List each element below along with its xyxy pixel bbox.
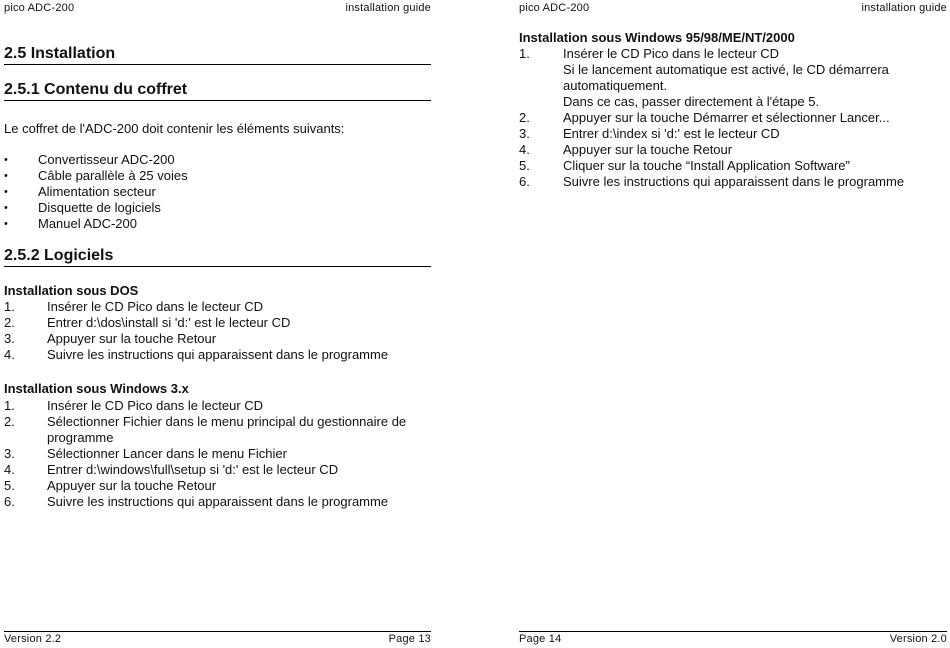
- header-doc-title: installation guide: [861, 2, 947, 14]
- step-number: 6.: [519, 174, 530, 189]
- step-item: [4, 331, 431, 347]
- list-item: [4, 152, 188, 168]
- step-item: [519, 158, 947, 174]
- step-number: 4.: [519, 142, 530, 157]
- step-text: Entrer d:\windows\full\setup si 'd:' est le lecteur CD: [47, 462, 339, 477]
- step-number: 4.: [4, 462, 15, 477]
- win95-install-title: Installation sous Windows 95/98/ME/NT/2000: [519, 30, 795, 45]
- step-text: [4, 414, 431, 446]
- step-text: Entrer d:\dos\install si 'd:' est le lecteur CD: [47, 315, 291, 330]
- step-number: 6.: [4, 494, 15, 509]
- step-note-line: automatiquement.: [563, 78, 668, 93]
- bullet: •: [4, 186, 8, 198]
- step-number: 5.: [4, 478, 15, 493]
- step-item: [4, 398, 431, 414]
- step-item: [4, 315, 431, 331]
- step-item: [4, 446, 431, 462]
- heading-software: 2.5.2 Logiciels: [4, 247, 431, 267]
- step-text: Insérer le CD Pico dans le lecteur CD: [47, 299, 264, 314]
- step-text: Appuyer sur la touche Retour: [47, 331, 217, 346]
- footer-version: Version 2.0: [889, 633, 947, 645]
- contents-list: [4, 152, 188, 232]
- bullet: •: [4, 170, 8, 182]
- header-doc-title: installation guide: [345, 2, 431, 14]
- list-item: [4, 200, 188, 216]
- step-number: 4.: [4, 347, 15, 362]
- step-number: 2.: [519, 110, 530, 125]
- step-text-line: Sélectionner Fichier dans le menu principal du gestionnaire de: [47, 414, 407, 429]
- step-text-line: Insérer le CD Pico dans le lecteur CD: [563, 46, 780, 61]
- step-text: Suivre les instructions qui apparaissent dans le programme: [47, 347, 389, 362]
- footer-page-number: Page 13: [388, 633, 431, 645]
- page-footer: [519, 631, 947, 646]
- list-item-text: Convertisseur ADC-200: [38, 152, 175, 167]
- step-number: 5.: [519, 158, 530, 173]
- step-number: 1.: [4, 299, 15, 314]
- bullet: •: [4, 202, 8, 214]
- dos-install-title: Installation sous DOS: [4, 283, 139, 298]
- step-item: [519, 142, 947, 158]
- step-text: Cliquer sur la touche “Install Application Software”: [563, 158, 850, 173]
- step-item: [519, 126, 947, 142]
- step-text: Suivre les instructions qui apparaissent dans le programme: [563, 174, 905, 189]
- step-item: [4, 494, 431, 510]
- win95-steps: [519, 46, 947, 190]
- page-header: [4, 2, 431, 16]
- contents-intro: Le coffret de l'ADC-200 doit contenir les éléments suivants:: [4, 121, 345, 136]
- page-14: [519, 0, 947, 648]
- win3-steps: [4, 398, 431, 510]
- step-text: Sélectionner Lancer dans le menu Fichier: [47, 446, 287, 461]
- list-item: [4, 216, 188, 232]
- step-item: [4, 299, 431, 315]
- header-product: pico ADC-200: [4, 2, 75, 14]
- page-footer: [4, 631, 431, 646]
- list-item-text: Câble parallèle à 25 voies: [38, 168, 188, 183]
- step-text-line: programme: [47, 430, 114, 445]
- header-product: pico ADC-200: [519, 2, 590, 14]
- step-number: 3.: [4, 331, 15, 346]
- step-item: [519, 46, 947, 110]
- step-item: [4, 347, 431, 363]
- step-note-line: Dans ce cas, passer directement à l'étape 5.: [563, 94, 820, 109]
- step-number: 3.: [4, 446, 15, 461]
- heading-box-contents: 2.5.1 Contenu du coffret: [4, 81, 431, 101]
- step-item: [519, 110, 947, 126]
- step-text: Appuyer sur la touche Retour: [563, 142, 733, 157]
- heading-installation: 2.5 Installation: [4, 45, 431, 65]
- bullet: •: [4, 218, 8, 230]
- step-number: 3.: [519, 126, 530, 141]
- step-number: 1.: [519, 46, 530, 61]
- step-text: Insérer le CD Pico dans le lecteur CD: [47, 398, 264, 413]
- list-item: [4, 168, 188, 184]
- footer-version: Version 2.2: [4, 633, 62, 645]
- step-text: [519, 46, 947, 110]
- step-number: 2.: [4, 414, 15, 429]
- step-item: [4, 414, 431, 446]
- step-number: 1.: [4, 398, 15, 413]
- list-item-text: Disquette de logiciels: [38, 200, 161, 215]
- footer-page-number: Page 14: [519, 633, 562, 645]
- list-item: [4, 184, 188, 200]
- list-item-text: Alimentation secteur: [38, 184, 156, 199]
- step-text: Suivre les instructions qui apparaissent dans le programme: [47, 494, 389, 509]
- step-number: 2.: [4, 315, 15, 330]
- step-item: [4, 462, 431, 478]
- list-item-text: Manuel ADC-200: [38, 216, 137, 231]
- step-text: Appuyer sur la touche Retour: [47, 478, 217, 493]
- win3-install-title: Installation sous Windows 3.x: [4, 381, 189, 396]
- step-item: [519, 174, 947, 190]
- step-text: Entrer d:\index si 'd:' est le lecteur CD: [563, 126, 780, 141]
- dos-steps: [4, 299, 431, 363]
- step-note-line: Si le lancement automatique est activé, le CD démarrera: [563, 62, 889, 77]
- bullet: •: [4, 154, 8, 166]
- step-item: [4, 478, 431, 494]
- page-13: [4, 0, 431, 648]
- step-text: Appuyer sur la touche Démarrer et sélectionner Lancer...: [563, 110, 890, 125]
- page-header: [519, 2, 947, 16]
